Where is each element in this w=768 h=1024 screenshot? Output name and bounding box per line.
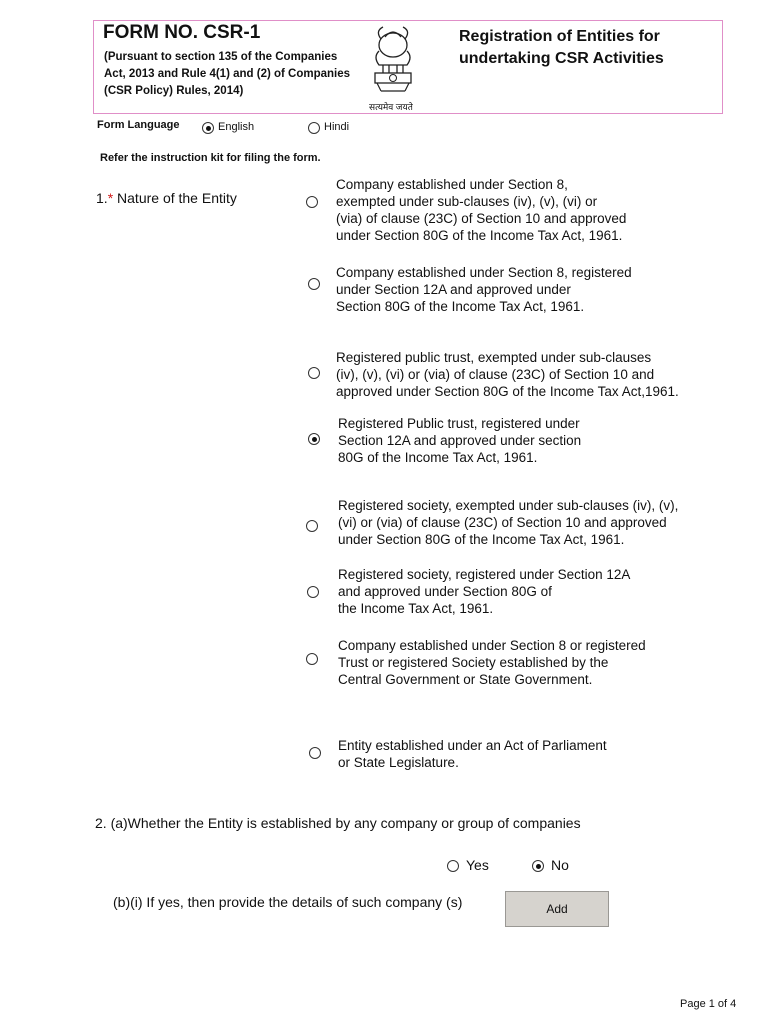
language-hindi-radio[interactable] — [308, 122, 320, 134]
registration-title: Registration of Entities for undertaking CSR Activities — [459, 28, 664, 67]
emblem-motto: सत्यमेव जयते — [369, 102, 413, 112]
entity-option-text-5: Registered society, exempted under sub-clauses (iv), (v), (vi) or (via) of clause (23C) of Section 10 and approved under Section 80G of the Income Tax Act, 1961. — [338, 498, 679, 547]
q1-label: 1.* Nature of the Entity — [96, 190, 237, 206]
entity-option-radio-1[interactable] — [306, 196, 318, 208]
entity-option-text-8: Entity established under an Act of Parliament or State Legislature. — [338, 738, 607, 770]
entity-option-text-2: Company established under Section 8, registered under Section 12A and approved under Section 80G of the Income Tax Act, 1961. — [336, 265, 632, 314]
entity-option-text-7: Company established under Section 8 or registered Trust or registered Society established by the Central Government or State Government. — [338, 638, 646, 687]
language-english-label: English — [218, 121, 255, 133]
entity-option-text-4: Registered Public trust, registered under Section 12A and approved under section 80G of the Income Tax Act, 1961. — [338, 416, 582, 465]
entity-option-radio-5[interactable] — [306, 520, 318, 532]
q2b-label: (b)(i) If yes, then provide the details of such company (s) — [113, 894, 463, 910]
entity-option-text-1: Company established under Section 8, exempted under sub-clauses (iv), (v), (vi) or (via) of clause (23C) of Section 10 and approved under Section 80G of the Income Tax Act, 1961. — [336, 177, 627, 243]
entity-option-text-6: Registered society, registered under Section 12A and approved under Section 80G of the Income Tax Act, 1961. — [338, 567, 631, 616]
entity-option-radio-2[interactable] — [308, 278, 320, 290]
q2a-no-radio[interactable] — [532, 860, 544, 872]
q2a-label: 2. (a)Whether the Entity is established by any company or group of companies — [95, 815, 581, 831]
entity-option-text-3: Registered public trust, exempted under sub-clauses (iv), (v), (vi) or (via) of clause (23C) of Section 10 and approved under Section 80G of the Income Tax Act,1961. — [336, 350, 679, 399]
language-hindi-label: Hindi — [324, 121, 350, 133]
q2a-yes-radio[interactable] — [447, 860, 459, 872]
pursuant-text: (Pursuant to section 135 of the Companies Act, 2013 and Rule 4(1) and (2) of Companies (CSR Policy) Rules, 2014) — [104, 51, 351, 97]
entity-option-radio-7[interactable] — [306, 653, 318, 665]
q2a-no-label: No — [551, 857, 569, 873]
entity-option-radio-3[interactable] — [308, 367, 320, 379]
form-number: FORM NO. CSR-1 — [103, 22, 261, 43]
required-asterisk: * — [107, 190, 114, 206]
add-company-button[interactable]: Add — [505, 891, 609, 927]
entity-option-radio-8[interactable] — [309, 747, 321, 759]
entity-option-radio-6[interactable] — [307, 586, 319, 598]
instruction-text: Refer the instruction kit for filing the form. — [100, 152, 321, 164]
entity-option-radio-4[interactable] — [308, 433, 320, 445]
language-english-radio[interactable] — [202, 122, 214, 134]
form-language-label: Form Language — [97, 119, 180, 131]
q2a-yes-label: Yes — [466, 857, 489, 873]
page-number: Page 1 of 4 — [680, 998, 737, 1010]
